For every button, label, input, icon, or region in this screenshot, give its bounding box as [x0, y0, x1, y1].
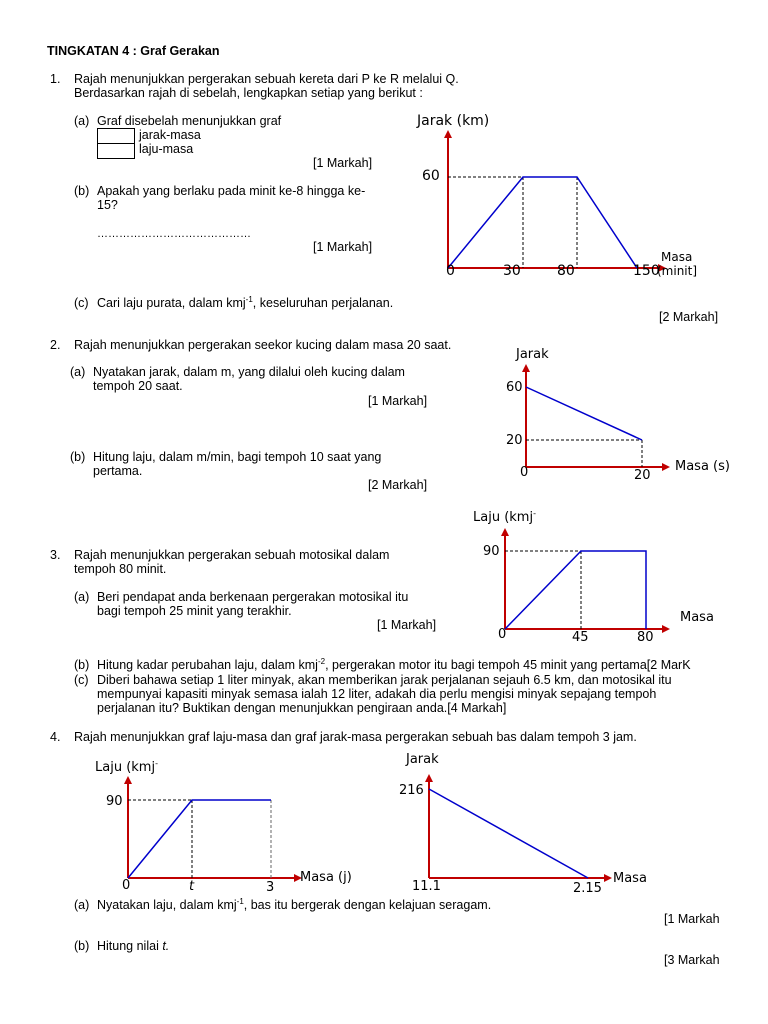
q3-number: 3.	[50, 548, 61, 562]
q3-line2: tempoh 80 minit.	[74, 562, 167, 576]
q2-graph-xtick-20: 20	[634, 468, 651, 483]
q3a-marks: [1 Markah]	[377, 618, 437, 632]
q2-graph-ytick-20: 20	[506, 433, 523, 448]
q1b-line1: Apakah yang berlaku pada minit ke-8 hingga ke-	[97, 184, 366, 198]
q4-graph1-ylabel: Laju (kmj-	[95, 759, 158, 775]
q1-graph-xtick-0: 0	[446, 263, 455, 279]
q3c-line2: mempunyai kapasiti minyak semasa ialah 12 liter, adakah dia perlu mengisi minyak sepajang tempoh	[97, 687, 657, 701]
q2a-label: (a)	[70, 365, 86, 379]
q3c-line3: perjalanan itu? Buktikan dengan menunjukkan pengiraan anda.[4 Markah]	[97, 701, 507, 715]
q3-graph-ylabel: Laju (kmj-	[473, 509, 536, 525]
q1b-line2: 15?	[97, 198, 118, 212]
q1-graph-xtick-30: 30	[503, 263, 521, 279]
q1-number: 1.	[50, 72, 61, 86]
q4-graph2-xtick-2-15: 2.15	[573, 881, 602, 896]
q1-graph-xtick-150: 150	[633, 263, 660, 279]
q4-graph1-xtick-0: 0	[122, 878, 131, 893]
q2b-line1: Hitung laju, dalam m/min, bagi tempoh 10 saat yang	[93, 450, 382, 464]
q2a-line1: Nyatakan jarak, dalam m, yang dilalui oleh kucing dalam	[93, 365, 405, 379]
q2-graph-xlabel: Masa (s)	[675, 459, 730, 474]
q1b-label: (b)	[74, 184, 90, 198]
q4a-marks: [1 Markah	[664, 912, 720, 926]
q4b-text: Hitung nilai t.	[97, 939, 170, 953]
q1-graph-ylabel: Jarak (km)	[417, 113, 490, 129]
q4-graph1-xlabel: Masa (j)	[300, 870, 352, 885]
q2b-label: (b)	[70, 450, 86, 464]
q2b-marks: [2 Markah]	[368, 478, 428, 492]
q3a-line1: Beri pendapat anda berkenaan pergerakan motosikal itu	[97, 590, 409, 604]
q3-line1: Rajah menunjukkan pergerakan sebuah motosikal dalam	[74, 548, 390, 562]
q1-line1: Rajah menunjukkan pergerakan sebuah kereta dari P ke R melalui Q.	[74, 72, 459, 86]
q2-graph-ylabel: Jarak	[516, 347, 549, 362]
q4-graph1-xtick-3: 3	[266, 880, 275, 895]
q1a-marks: [1 Markah]	[313, 156, 373, 170]
q3b-text: Hitung kadar perubahan laju, dalam kmj$^{-2}$, pergerakan motor itu bagi tempoh 45 minit yang pertama[2 MarK	[97, 657, 691, 672]
q4-line1: Rajah menunjukkan graf laju-masa dan graf jarak-masa pergerakan sebuah bas dalam tempoh 3 jam.	[74, 730, 637, 744]
q4b-marks: [3 Markah	[664, 953, 720, 967]
q1a-label: (a)	[74, 114, 90, 128]
q1-graph-xtick-80: 80	[557, 263, 575, 279]
q4a-text: Nyatakan laju, dalam kmj$^{-1}$, bas itu bergerak dengan kelajuan seragam.	[97, 897, 492, 912]
q3-graph-xtick-0: 0	[498, 627, 507, 642]
q4-graph2-xtick-11-1: 11.1	[412, 879, 441, 894]
q1-graph-ytick-60: 60	[422, 168, 440, 184]
q2-line1: Rajah menunjukkan pergerakan seekor kucing dalam masa 20 saat.	[74, 338, 452, 352]
q4a-label: (a)	[74, 898, 90, 912]
q4-graph1-ytick-90: 90	[106, 794, 123, 809]
q3-graph-ytick-90: 90	[483, 544, 500, 559]
q3-graph-xlabel: Masa	[680, 610, 714, 625]
q1b-answer-line[interactable]: ……………………………………	[97, 228, 251, 240]
q2a-marks: [1 Markah]	[368, 394, 428, 408]
q4b-label: (b)	[74, 939, 90, 953]
q1-line2: Berdasarkan rajah di sebelah, lengkapkan setiap yang berikut :	[74, 86, 423, 100]
q1b-marks: [1 Markah]	[313, 240, 373, 254]
q3c-label: (c)	[74, 673, 89, 687]
q3a-line2: bagi tempoh 25 minit yang terakhir.	[97, 604, 292, 618]
q3a-label: (a)	[74, 590, 90, 604]
q4-graph2-ytick-216: 216	[399, 783, 424, 798]
q2-graph-ytick-60: 60	[506, 380, 523, 395]
q2-number: 2.	[50, 338, 61, 352]
q1-graph-xlabel: Masa	[661, 250, 693, 264]
q3b-label: (b)	[74, 658, 90, 672]
q2a-line2: tempoh 20 saat.	[93, 379, 183, 393]
q2-graph-ytick-0: 0	[520, 465, 529, 480]
q1c-label: (c)	[74, 296, 89, 310]
page-title: TINGKATAN 4 : Graf Gerakan	[47, 44, 220, 58]
q4-graph1-xtick-t: t	[189, 879, 195, 894]
q3-graph-xtick-45: 45	[572, 630, 589, 645]
q1a-option-jarak-masa: jarak-masa	[139, 128, 201, 142]
q1a-option-laju-masa: laju-masa	[139, 142, 194, 156]
q2b-line2: pertama.	[93, 464, 143, 478]
q1-graph-xlabel-unit: (minit]	[657, 264, 698, 278]
q1c-text: Cari laju purata, dalam kmj$^{-1}$, keseluruhan perjalanan.	[97, 295, 394, 310]
q4-graph2-xlabel: Masa	[613, 871, 647, 886]
q3-graph-xtick-80: 80	[637, 630, 654, 645]
q1a-text: Graf disebelah menunjukkan graf	[97, 114, 282, 128]
q1c-marks: [2 Markah]	[659, 310, 719, 324]
q4-number: 4.	[50, 730, 61, 744]
q4-graph2-ylabel: Jarak	[406, 752, 439, 767]
q3c-line1: Diberi bahawa setiap 1 liter minyak, akan memberikan jarak perjalanan sejauh 6.5 km, dan motosikal itu	[97, 673, 672, 687]
